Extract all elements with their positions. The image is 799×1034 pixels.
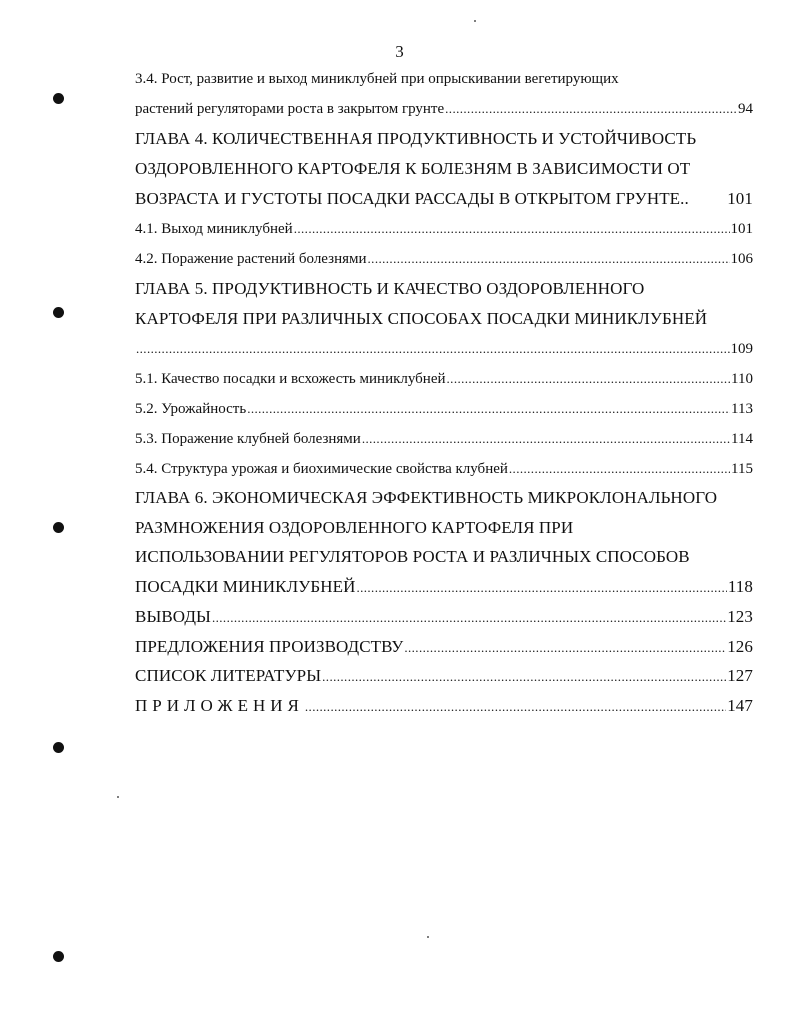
scan-speck [474, 20, 476, 22]
toc-page-number: 109 [730, 341, 753, 357]
page-number: 3 [395, 42, 404, 61]
toc-entry-text: 5.3. Поражение клубней болезнями [135, 431, 361, 447]
toc-entry-text: ИСПОЛЬЗОВАНИИ РЕГУЛЯТОРОВ РОСТА И РАЗЛИЧНЫХ СПОСОБОВ [135, 547, 690, 566]
dot-leader [368, 251, 730, 267]
toc-page-number: 94 [738, 101, 753, 117]
scan-speck [427, 936, 429, 938]
toc-entry-text: СПИСОК ЛИТЕРАТУРЫ [135, 666, 322, 685]
dot-leader [305, 699, 726, 715]
toc-page-number: 118 [727, 577, 753, 596]
toc-entry-text: ПРЕДЛОЖЕНИЯ ПРОИЗВОДСТВУ [135, 637, 404, 656]
toc-line [135, 189, 753, 209]
toc-entry-text: ГЛАВА 6. ЭКОНОМИЧЕСКАЯ ЭФФЕКТИВНОСТЬ МИКРОКЛОНАЛЬНОГО [135, 488, 718, 507]
toc-line [135, 666, 753, 686]
toc-entry-text: 5.4. Структура урожая и биохимические свойства клубней [135, 461, 508, 477]
toc-line [135, 518, 753, 538]
toc-line [135, 279, 753, 299]
toc-line [135, 488, 753, 508]
toc-line [135, 341, 753, 358]
dot-leader [247, 401, 730, 417]
dot-leader [322, 669, 726, 685]
binder-hole-mark [53, 951, 64, 962]
dot-leader [509, 461, 730, 477]
toc-entry-text: ВОЗРАСТА И ГУСТОТЫ ПОСАДКИ РАССАДЫ В ОТКРЫТОМ ГРУНТЕ.. [135, 189, 689, 208]
binder-hole-mark [53, 307, 64, 318]
toc-line [135, 309, 753, 329]
toc-line [135, 221, 753, 238]
toc-entry-text: РАЗМНОЖЕНИЯ ОЗДОРОВЛЕННОГО КАРТОФЕЛЯ ПРИ [135, 518, 574, 537]
toc-page-number: 127 [727, 666, 753, 685]
toc-page-number: 126 [727, 637, 753, 656]
toc-line [135, 129, 753, 149]
dot-leader [294, 221, 730, 237]
toc-page-number: 115 [731, 461, 753, 477]
dot-leader [212, 610, 726, 626]
toc-entry-text: растений регуляторами роста в закрытом грунте [135, 101, 445, 117]
toc-line [135, 159, 753, 179]
toc-page-number: 114 [731, 431, 753, 447]
toc-line [135, 401, 753, 418]
toc-page-number: 110 [731, 371, 753, 387]
toc-entry-text: КАРТОФЕЛЯ ПРИ РАЗЛИЧНЫХ СПОСОБАХ ПОСАДКИ МИНИКЛУБНЕЙ [135, 309, 708, 328]
toc-line [135, 577, 753, 597]
toc-entry-text: ГЛАВА 4. КОЛИЧЕСТВЕННАЯ ПРОДУКТИВНОСТЬ И УСТОЙЧИВОСТЬ [135, 129, 697, 148]
scan-speck [117, 796, 119, 798]
toc-line [135, 431, 753, 448]
toc-entry-text: 5.2. Урожайность [135, 401, 247, 417]
toc-entry-text: ПОСАДКИ МИНИКЛУБНЕЙ [135, 577, 356, 596]
toc-entry-text: ПРИЛОЖЕНИЯ [135, 696, 304, 715]
toc-line [135, 461, 753, 478]
toc-page-number: 113 [731, 401, 753, 417]
binder-hole-mark [53, 522, 64, 533]
toc-line [135, 637, 753, 657]
toc-line [135, 251, 753, 268]
toc-entry-text: ОЗДОРОВЛЕННОГО КАРТОФЕЛЯ К БОЛЕЗНЯМ В ЗАВИСИМОСТИ ОТ [135, 159, 691, 178]
toc-page-number: 106 [730, 251, 753, 267]
toc-entry-text: 3.4. Рост, развитие и выход миниклубней при опрыскивании вегетирующих [135, 71, 619, 87]
toc-line [135, 71, 753, 88]
toc-page-number: 147 [727, 696, 753, 715]
dot-leader [404, 640, 726, 656]
toc-line [135, 101, 753, 118]
toc-page-number: 101 [727, 189, 753, 208]
toc-entry-text: 5.1. Качество посадки и всхожесть миниклубней [135, 371, 446, 387]
toc-line [135, 607, 753, 627]
toc-entry-text: ГЛАВА 5. ПРОДУКТИВНОСТЬ И КАЧЕСТВО ОЗДОРОВЛЕННОГО [135, 279, 645, 298]
toc-entry-text: 4.2. Поражение растений болезнями [135, 251, 367, 267]
dot-leader [447, 371, 731, 387]
binder-hole-mark [53, 742, 64, 753]
toc-entry-text: 4.1. Выход миниклубней [135, 221, 293, 237]
toc-page-number: 101 [730, 221, 753, 237]
dot-leader [356, 580, 726, 596]
dot-leader [136, 341, 730, 357]
toc-line [135, 547, 753, 567]
toc-line [135, 371, 753, 388]
binder-hole-mark [53, 93, 64, 104]
toc-line [135, 696, 753, 716]
dot-leader [445, 101, 737, 117]
toc-page-number: 123 [727, 607, 753, 626]
toc-entry-text: ВЫВОДЫ [135, 607, 211, 626]
dot-leader [362, 431, 730, 447]
